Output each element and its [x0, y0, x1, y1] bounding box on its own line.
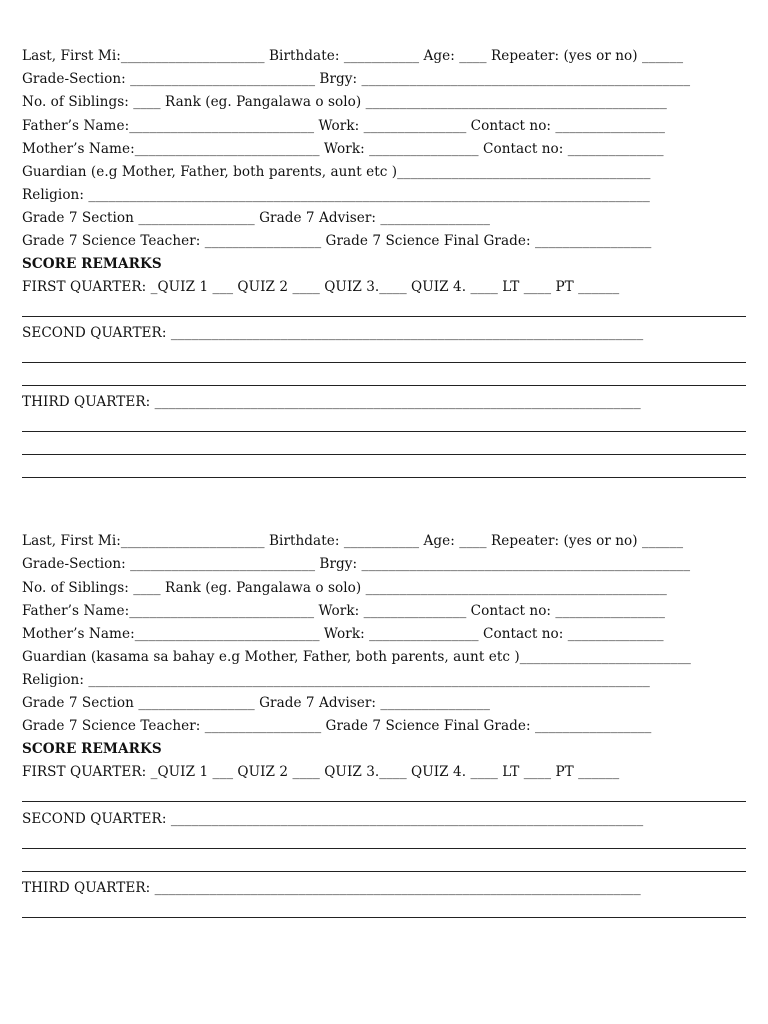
blank-writing-line[interactable]: [22, 848, 746, 849]
third-quarter-line[interactable]: THIRD QUARTER: _______________________________________________________________________: [22, 394, 641, 410]
second-quarter-line[interactable]: SECOND QUARTER: _____________________________________________________________________: [22, 811, 644, 827]
blank-writing-line[interactable]: [22, 454, 746, 455]
grade7-section-adviser-line[interactable]: Grade 7 Section _________________ Grade 7 Adviser: ________________: [22, 210, 490, 226]
siblings-rank-line[interactable]: No. of Siblings: ____ Rank (eg. Pangalawa o solo) ____________________________________________: [22, 94, 667, 110]
blank-writing-line[interactable]: [22, 431, 746, 432]
mother-line[interactable]: Mother’s Name:___________________________ Work: ________________ Contact no: ______________: [22, 141, 664, 157]
score-remarks-heading: SCORE REMARKS: [22, 256, 162, 272]
religion-line[interactable]: Religion: __________________________________________________________________________________: [22, 672, 650, 688]
father-line[interactable]: Father’s Name:___________________________ Work: _______________ Contact no: ________________: [22, 603, 665, 619]
grade-section-brgy-line[interactable]: Grade-Section: ___________________________ Brgy: ________________________________________________: [22, 556, 691, 572]
siblings-rank-line[interactable]: No. of Siblings: ____ Rank (eg. Pangalawa o solo) ____________________________________________: [22, 580, 667, 596]
religion-line[interactable]: Religion: __________________________________________________________________________________: [22, 187, 650, 203]
blank-writing-line[interactable]: [22, 316, 746, 317]
blank-writing-line[interactable]: [22, 362, 746, 363]
father-line[interactable]: Father’s Name:___________________________ Work: _______________ Contact no: ________________: [22, 118, 665, 134]
second-quarter-line[interactable]: SECOND QUARTER: _____________________________________________________________________: [22, 325, 644, 341]
name-birthdate-age-line[interactable]: Last, First Mi:_____________________ Birthdate: ___________ Age: ____ Repeater: (yes or no) ______: [22, 533, 684, 549]
blank-writing-line[interactable]: [22, 871, 746, 872]
blank-writing-line[interactable]: [22, 917, 746, 918]
science-teacher-grade-line[interactable]: Grade 7 Science Teacher: _________________ Grade 7 Science Final Grade: _________________: [22, 233, 652, 249]
first-quarter-line[interactable]: FIRST QUARTER: _QUIZ 1 ___ QUIZ 2 ____ QUIZ 3.____ QUIZ 4. ____ LT ____ PT ______: [22, 764, 620, 780]
name-birthdate-age-line[interactable]: Last, First Mi:_____________________ Birthdate: ___________ Age: ____ Repeater: (yes or no) ______: [22, 48, 684, 64]
first-quarter-line[interactable]: FIRST QUARTER: _QUIZ 1 ___ QUIZ 2 ____ QUIZ 3.____ QUIZ 4. ____ LT ____ PT ______: [22, 279, 620, 295]
blank-writing-line[interactable]: [22, 477, 746, 478]
guardian-line[interactable]: Guardian (e.g Mother, Father, both parents, aunt etc )_____________________________________: [22, 164, 651, 180]
grade7-section-adviser-line[interactable]: Grade 7 Section _________________ Grade 7 Adviser: ________________: [22, 695, 490, 711]
mother-line[interactable]: Mother’s Name:___________________________ Work: ________________ Contact no: ______________: [22, 626, 664, 642]
score-remarks-heading: SCORE REMARKS: [22, 741, 162, 757]
science-teacher-grade-line[interactable]: Grade 7 Science Teacher: _________________ Grade 7 Science Final Grade: _________________: [22, 718, 652, 734]
third-quarter-line[interactable]: THIRD QUARTER: _______________________________________________________________________: [22, 880, 641, 896]
blank-writing-line[interactable]: [22, 385, 746, 386]
guardian-line[interactable]: Guardian (kasama sa bahay e.g Mother, Father, both parents, aunt etc )_________________________: [22, 649, 691, 665]
blank-writing-line[interactable]: [22, 801, 746, 802]
grade-section-brgy-line[interactable]: Grade-Section: ___________________________ Brgy: ________________________________________________: [22, 71, 691, 87]
